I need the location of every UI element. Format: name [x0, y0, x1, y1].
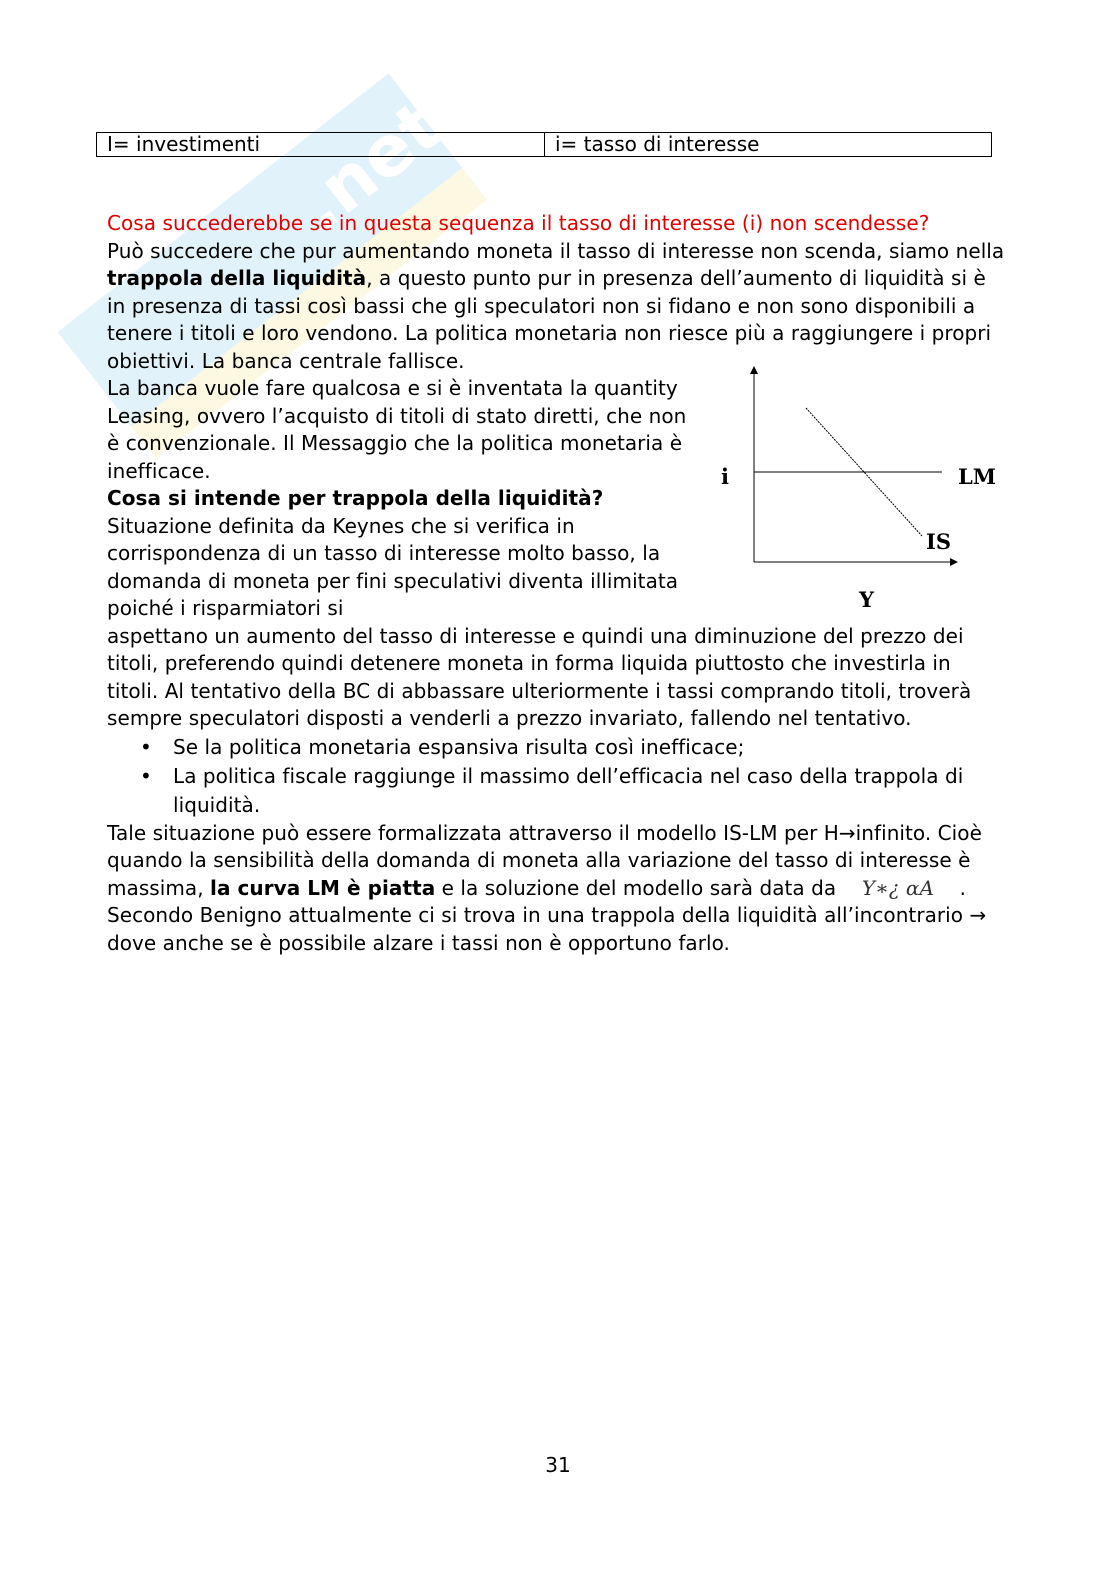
- list-item: [107, 762, 1007, 820]
- paragraph-3-full: aspettano un aumento del tasso di interesse e quindi una diminuzione del prezzo dei titoli, preferendo quindi detenere moneta in forma liquida piuttosto che investirla in titoli. Al tentativo della BC di abbassare ulteriormente i tassi comprando titoli, troverà sempre speculatori disposti a venderli a prezzo invariato, fallendo nel tentativo.: [107, 623, 972, 730]
- paragraph-4-text-end: .: [953, 875, 967, 900]
- question-heading-2-text: Cosa si intende per trappola della liquidità?: [107, 486, 604, 510]
- paragraph-1-text: Può succedere che pur aumentando moneta il tasso di interesse non scenda, siamo nella: [107, 238, 1005, 263]
- bullet-text: Se la politica monetaria espansiva risulta così inefficace;: [173, 734, 745, 759]
- is-label: IS: [926, 529, 951, 554]
- definition-table: [96, 132, 992, 157]
- paragraph-3-wrapped: Situazione definita da Keynes che si verifica in corrispondenza di un tasso di interesse molto basso, la domanda di moneta per fini speculativi diventa illimitata poiché i risparmiatori si: [107, 513, 679, 620]
- paragraph-1: [107, 238, 1007, 376]
- paragraph-4-text: Tale situazione può essere formalizzata attraverso il modello IS-LM per H→infinito. Cioè quando la sensibilità della domanda di moneta alla variazione del tasso di interesse è massima,: [107, 820, 982, 900]
- x-axis-label: Y: [859, 587, 874, 612]
- page-number: 31: [545, 1453, 571, 1477]
- paragraph-4: [107, 820, 1007, 903]
- y-axis-label: i: [721, 464, 729, 489]
- question-heading-2: [107, 485, 697, 513]
- bullet-icon: •: [140, 734, 152, 759]
- watermark-text: .net: [282, 84, 458, 247]
- paragraph-4-text-mid: e la soluzione del modello sarà data da: [435, 875, 843, 900]
- paragraph-1-text-end: , a questo punto pur in presenza dell’aumento di liquidità si è in presenza di tassi così bassi che gli speculatori non si fidano e non sono disponibili a tenere i titoli e loro vendono. La politica monetaria non riesce più a raggiungere i propri obiettivi. La banca centrale fallisce.: [107, 266, 992, 373]
- wrapped-text-zone: [107, 375, 697, 513]
- paragraph-4-bold: la curva LM è piatta: [210, 875, 436, 900]
- table-cell-investimenti: I= investimenti: [97, 133, 545, 156]
- bullet-list: [107, 733, 1007, 820]
- is-lm-diagram: [700, 360, 1020, 620]
- bullet-text: La politica fiscale raggiunge il massimo dell’efficacia nel caso della trappola di liquidità.: [173, 763, 964, 817]
- list-item: [107, 733, 1007, 762]
- formula: Y∗¿ αA: [861, 875, 934, 900]
- paragraph-1-bold: trappola della liquidità: [107, 266, 367, 290]
- paragraph-2: La banca vuole fare qualcosa e si è inventata la quantity Leasing, ovvero l’acquisto di titoli di stato diretti, che non è convenzionale. Il Messaggio che la politica monetaria è inefficace.: [107, 376, 687, 483]
- question-heading-1: Cosa succederebbe se in questa sequenza il tasso di interesse (i) non scendesse?: [107, 211, 930, 235]
- lm-label: LM: [958, 464, 997, 489]
- table-cell-tasso: i= tasso di interesse: [555, 132, 760, 156]
- bullet-icon: •: [140, 763, 152, 788]
- paragraph-5: Secondo Benigno attualmente ci si trova in una trappola della liquidità all’incontrario → dove anche se è possibile alzare i tassi non è opportuno farlo.: [107, 903, 987, 955]
